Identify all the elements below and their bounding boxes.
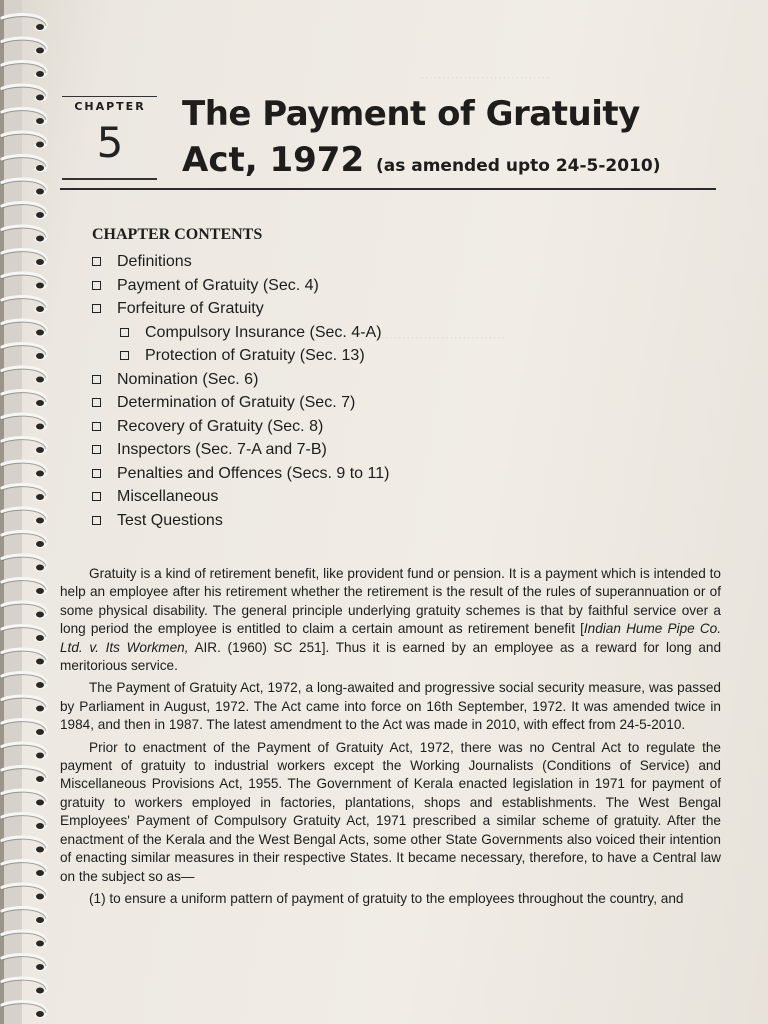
binding-hole — [36, 518, 44, 524]
binding-hole — [36, 588, 44, 594]
contents-item — [92, 415, 512, 439]
binding-hole — [36, 353, 44, 359]
contents-subitem — [92, 344, 512, 368]
binding-hole — [36, 847, 44, 853]
binding-hole — [36, 142, 44, 148]
checkbox-icon — [92, 257, 101, 266]
binding-hole — [36, 212, 44, 218]
contents-item-label: Determination of Gratuity (Sec. 7) — [117, 394, 356, 411]
contents-item — [92, 274, 512, 298]
binding-hole — [36, 706, 44, 712]
binding-hole — [36, 48, 44, 54]
contents-heading: CHAPTER CONTENTS — [92, 226, 263, 243]
binding-hole — [36, 988, 44, 994]
contents-item-label: Definitions — [117, 253, 192, 270]
binding-hole — [36, 447, 44, 453]
checkbox-icon — [92, 281, 101, 290]
binding-hole — [36, 330, 44, 336]
contents-item-label: Test Questions — [117, 511, 223, 529]
contents-item — [92, 509, 512, 533]
chapter-number: 5 — [96, 118, 124, 167]
contents-item-label: Payment of Gratuity (Sec. 4) — [117, 276, 319, 294]
paragraph-text: AIR. (1960) SC 251]. Thus it is earned by an employee as a reward for long and meritorious service. — [60, 639, 721, 674]
binding-hole — [36, 306, 44, 312]
bleed-through-text: ····························· — [380, 330, 506, 345]
checkbox-icon — [92, 469, 101, 478]
contents-item — [92, 250, 512, 274]
checkbox-icon — [92, 516, 101, 525]
case-citation: Indian Hume Pipe Co. Ltd. v. Its Workmen, — [60, 621, 721, 655]
binding-hole — [36, 729, 44, 735]
binding-hole — [36, 71, 44, 77]
binding-hole — [36, 377, 44, 383]
page-title-act: Act, 1972 — [182, 140, 365, 180]
contents-item-label: Recovery of Gratuity (Sec. 8) — [117, 417, 324, 435]
page-title-line1: The Payment of Gratuity — [182, 94, 640, 134]
contents-item — [92, 438, 512, 462]
checkbox-icon — [120, 328, 129, 337]
contents-subitem — [92, 321, 512, 345]
binding-hole — [36, 612, 44, 618]
spiral-binding — [0, 0, 58, 1024]
binding-hole — [36, 165, 44, 171]
binding-hole — [36, 964, 44, 970]
contents-item-label: Inspectors (Sec. 7-A and 7-B) — [117, 441, 327, 458]
binding-hole — [36, 753, 44, 759]
binding-hole — [36, 494, 44, 500]
binding-hole — [36, 283, 44, 289]
binding-hole — [36, 1011, 44, 1017]
chapter-label: CHAPTER — [74, 100, 146, 113]
bleed-through-text: ······························ — [420, 70, 550, 85]
binding-hole — [36, 565, 44, 571]
paragraph: (1) to ensure a uniform pattern of payment of gratuity to the employees throughout the country, and — [89, 890, 684, 906]
binding-hole — [36, 424, 44, 430]
checkbox-icon — [120, 351, 129, 360]
binding-hole — [36, 24, 44, 30]
binding-hole — [36, 189, 44, 195]
binding-hole — [36, 659, 44, 665]
checkbox-icon — [92, 304, 101, 313]
binding-hole — [36, 917, 44, 923]
paragraph: Prior to enactment of the Payment of Gratuity Act, 1972, there was no Central Act to regulate the payment of gratuity to industrial workers except the Working Journalists (Conditions of Service) and Miscellaneous Provisions Act, 1955. The Government of Kerala enacted legislation in 1971 for payment of gratuity to workers employed in factories, plantations, shops and establishments. The West Bengal Employees' Payment of Compulsory Gratuity Act, 1971 prescribed a similar scheme of gratuity. After the enactment of the Kerala and the West Bengal Acts, some other State Governments also voiced their intention of enacting similar measures in their respective States. It became necessary, therefore, to have a Central law on the subject so as— — [60, 739, 721, 884]
contents-item — [92, 368, 512, 392]
binding-hole — [36, 471, 44, 477]
contents-item-label: Forfeiture of Gratuity — [117, 300, 264, 317]
binding-hole — [36, 259, 44, 265]
binding-hole — [36, 236, 44, 242]
contents-item-label: Penalties and Offences (Secs. 9 to 11) — [117, 464, 390, 482]
contents-list — [92, 250, 512, 532]
binding-hole — [36, 118, 44, 124]
binding-hole — [36, 400, 44, 406]
binding-hole — [36, 776, 44, 782]
binding-hole — [36, 682, 44, 688]
binding-hole — [36, 541, 44, 547]
contents-item — [92, 485, 512, 509]
binding-hole — [36, 800, 44, 806]
contents-item-label: Protection of Gratuity (Sec. 13) — [145, 347, 365, 364]
body-text — [60, 565, 721, 912]
binding-hole — [36, 941, 44, 947]
contents-item — [92, 297, 512, 321]
paragraph: The Payment of Gratuity Act, 1972, a long-awaited and progressive social security measure, was passed by Parliament in August, 1972. The Act came into force on 16th September, 1972. It was amended twice in 1984, and then in 1987. The latest amendment to the Act was made in 2010, with effect from 24-5-2010. — [60, 680, 721, 733]
contents-item-label: Compulsory Insurance (Sec. 4-A) — [145, 323, 382, 341]
binding-hole — [36, 823, 44, 829]
page-title-amendment: (as amended upto 24-5-2010) — [375, 156, 661, 176]
checkbox-icon — [92, 375, 101, 384]
contents-item-label: Nomination (Sec. 6) — [117, 370, 259, 388]
checkbox-icon — [92, 398, 101, 407]
page-title-line2 — [182, 138, 661, 188]
title-divider — [60, 188, 716, 190]
checkbox-icon — [92, 492, 101, 501]
binding-hole — [36, 95, 44, 101]
chapter-bottom-rule — [62, 178, 157, 180]
contents-item-label: Miscellaneous — [117, 488, 219, 505]
paragraph — [60, 565, 721, 675]
contents-item — [92, 391, 512, 415]
checkbox-icon — [92, 422, 101, 431]
checkbox-icon — [92, 445, 101, 454]
chapter-top-rule — [62, 96, 157, 97]
binding-hole — [36, 870, 44, 876]
binding-hole — [36, 894, 44, 900]
binding-hole — [36, 635, 44, 641]
paragraph-text: Gratuity is a kind of retirement benefit, like provident fund or pension. It is a payment which is intended to help an employee after his retirement whether the retirement is the result of the rules of superannuation or of some physical disability. The general principle underlying gratuity schemes is that by faithful service over a long period the employee is entitled to claim a certain amount as retirement benefit [ — [60, 566, 721, 637]
contents-item — [92, 462, 512, 486]
